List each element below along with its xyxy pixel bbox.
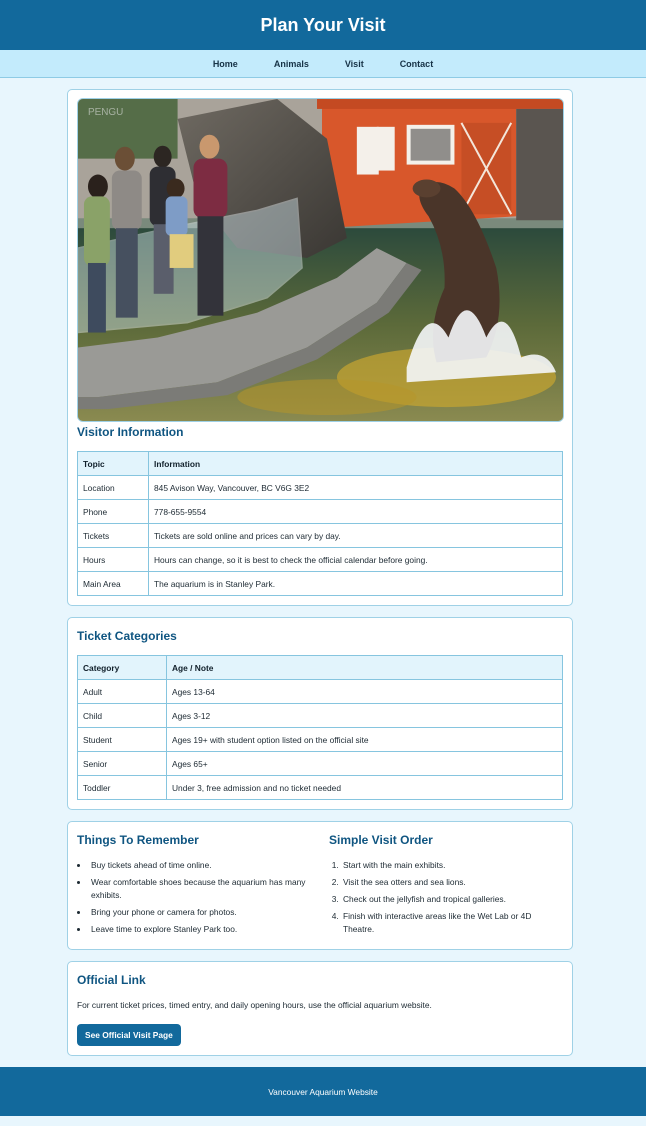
official-visit-page-button[interactable]: See Official Visit Page (77, 1024, 181, 1046)
table-cell-age-note: Ages 13-64 (167, 680, 563, 704)
table-cell-category: Student (78, 728, 167, 752)
things-to-remember-heading: Things To Remember (77, 833, 199, 847)
column-header-information: Information (149, 452, 563, 476)
table-cell-info: Tickets are sold online and prices can vary by day. (149, 524, 563, 548)
table-row (78, 500, 563, 524)
official-link-card (67, 961, 573, 1056)
table-cell-topic: Location (78, 476, 149, 500)
sea-lion-photo (77, 98, 564, 422)
simple-visit-order-list (329, 859, 563, 936)
table-row (78, 728, 563, 752)
visitor-info-heading: Visitor Information (77, 425, 184, 439)
things-to-remember-list (77, 859, 311, 936)
list-item: 2. Visit the sea otters and sea lions. (341, 876, 563, 889)
table-cell-category: Adult (78, 680, 167, 704)
page-title: Plan Your Visit (260, 14, 386, 35)
official-link-description: For current ticket prices, timed entry, and daily opening hours, use the official aquarium website. (77, 1000, 432, 1010)
things-to-remember (77, 830, 311, 940)
column-header-age-note: Age / Note (167, 656, 563, 680)
nav-home[interactable]: Home (212, 58, 238, 69)
table-row (78, 548, 563, 572)
visitor-info-table (77, 451, 563, 596)
simple-visit-order (311, 830, 563, 940)
table-cell-age-note: Under 3, free admission and no ticket needed (167, 776, 563, 800)
table-row (78, 752, 563, 776)
tips-card (67, 821, 573, 950)
footer-text: Vancouver Aquarium Website (268, 1086, 378, 1097)
table-cell-topic: Phone (78, 500, 149, 524)
table-cell-age-note: Ages 19+ with student option listed on the official site (167, 728, 563, 752)
table-header-row (78, 452, 563, 476)
table-cell-age-note: Ages 65+ (167, 752, 563, 776)
table-row (78, 476, 563, 500)
table-cell-info: The aquarium is in Stanley Park. (149, 572, 563, 596)
list-item: • Wear comfortable shoes because the aquarium has many exhibits. (89, 876, 311, 902)
list-item: 3. Check out the jellyfish and tropical galleries. (341, 893, 563, 906)
main-content (0, 78, 646, 1056)
nav-animals[interactable]: Animals (273, 58, 309, 69)
table-cell-category: Senior (78, 752, 167, 776)
table-row (78, 704, 563, 728)
site-footer (0, 1067, 646, 1116)
visitor-info-card (67, 89, 573, 606)
table-cell-topic: Tickets (78, 524, 149, 548)
simple-visit-order-heading: Simple Visit Order (329, 833, 433, 847)
table-cell-topic: Main Area (78, 572, 149, 596)
list-item: • Buy tickets ahead of time online. (89, 859, 311, 872)
nav-visit[interactable]: Visit (344, 58, 364, 69)
table-cell-category: Child (78, 704, 167, 728)
table-row (78, 572, 563, 596)
table-row (78, 680, 563, 704)
site-header (0, 0, 646, 50)
table-cell-category: Toddler (78, 776, 167, 800)
list-item: • Leave time to explore Stanley Park too. (89, 923, 311, 936)
list-item: 4. Finish with interactive areas like the Wet Lab or 4D Theatre. (341, 910, 563, 936)
column-header-topic: Topic (78, 452, 149, 476)
svg-text:PENGU: PENGU (87, 106, 124, 118)
table-cell-topic: Hours (78, 548, 149, 572)
list-item: • Bring your phone or camera for photos. (89, 906, 311, 919)
main-nav (0, 50, 646, 78)
nav-contact[interactable]: Contact (399, 58, 434, 69)
table-cell-age-note: Ages 3-12 (167, 704, 563, 728)
ticket-categories-table (77, 655, 563, 800)
table-cell-info: Hours can change, so it is best to check the official calendar before going. (149, 548, 563, 572)
table-header-row (78, 656, 563, 680)
table-row (78, 524, 563, 548)
table-row (78, 776, 563, 800)
table-cell-info: 845 Avison Way, Vancouver, BC V6G 3E2 (149, 476, 563, 500)
ticket-categories-card (67, 617, 573, 810)
list-item: 1. Start with the main exhibits. (341, 859, 563, 872)
column-header-category: Category (78, 656, 167, 680)
official-link-heading: Official Link (77, 973, 146, 987)
ticket-categories-heading: Ticket Categories (77, 629, 177, 643)
table-cell-info: 778-655-9554 (149, 500, 563, 524)
